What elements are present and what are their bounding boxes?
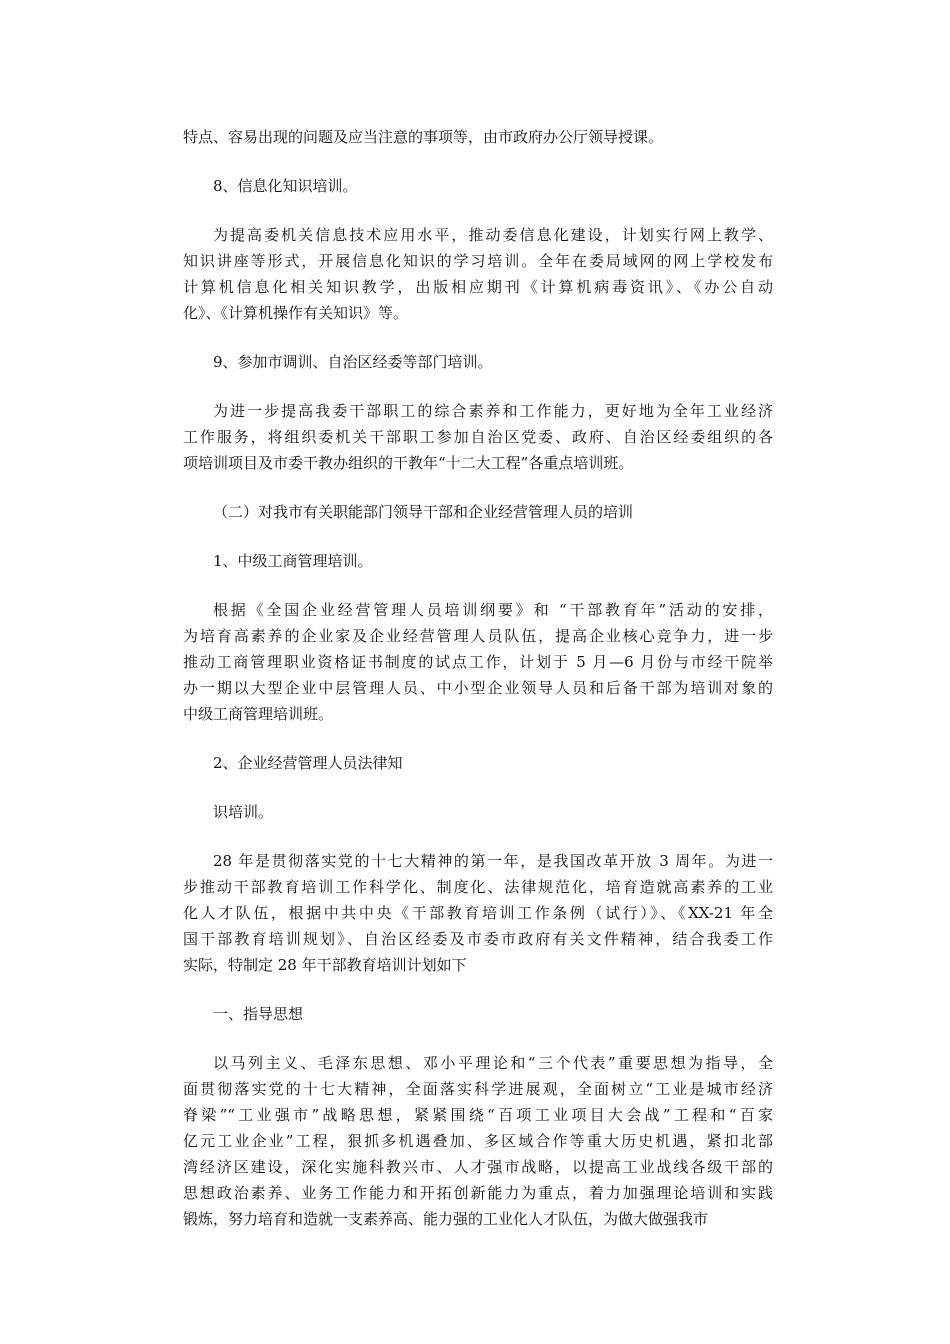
text-line: 亿元工业企业”工程，狠抓多机遇叠加、多区域合作等重大历史机遇，紧扣北部 <box>183 1132 773 1150</box>
text-line: 28 年是贯彻落实党的十七大精神的第一年，是我国改革开放 3 周年。为进一 <box>213 852 773 870</box>
paragraph <box>183 848 773 978</box>
text-line: 实际，特制定 28 年干部教育培训计划如下 <box>183 956 467 974</box>
text-line: 国干部教育培训规划》、自治区经委及市委市政府有关文件精神，结合我委工作 <box>183 930 773 948</box>
text-line: 特点、容易出现的问题及应当注意的事项等，由市政府办公厅领导授课。 <box>183 128 664 146</box>
text-line: 思想政治素养、业务工作能力和开拓创新能力为重点，着力加强理论培训和实践 <box>183 1184 773 1202</box>
paragraph <box>183 124 773 150</box>
text-line: 工作服务，将组织委机关干部职工参加自治区党委、政府、自治区经委组织的各 <box>183 428 773 446</box>
text-line: 推动工商管理职业资格证书制度的试点工作，计划于 5 月—6 月份与市经干院举 <box>183 653 773 671</box>
text-line: 1、中级工商管理培训。 <box>213 552 373 570</box>
document-body <box>183 124 773 1255</box>
text-line: 知识讲座等形式，开展信息化知识的学习培训。全年在委局域网的网上学校发布 <box>183 252 773 270</box>
text-line: 湾经济区建设，深化实施科教兴市、人才强市战略，以提高工业战线各级干部的 <box>183 1158 773 1176</box>
text-line: 9、参加市调训、自治区经委等部门培训。 <box>213 353 493 371</box>
paragraph <box>183 499 773 525</box>
paragraph <box>183 597 773 727</box>
paragraph <box>183 750 773 776</box>
text-line: 项培训项目及市委干教办组织的干教年“十二大工程”各重点培训班。 <box>183 454 634 472</box>
text-line: 8、信息化知识培训。 <box>213 177 358 195</box>
paragraph <box>183 799 773 825</box>
text-line: 根据《全国企业经营管理人员培训纲要》和 “干部教育年”活动的安排， <box>213 601 773 619</box>
paragraph <box>183 1050 773 1232</box>
paragraph <box>183 1001 773 1027</box>
text-line: 为进一步提高我委干部职工的综合素养和工作能力，更好地为全年工业经济 <box>213 402 773 420</box>
text-line: 一、指导思想 <box>213 1005 304 1023</box>
paragraph <box>183 548 773 574</box>
text-line: 面贯彻落实党的十七大精神，全面落实科学进展观，全面树立“工业是城市经济 <box>183 1080 773 1098</box>
text-line: 为培育高素养的企业家及企业经营管理人员队伍，提高企业核心竞争力，进一步 <box>183 627 773 645</box>
text-line: 2、企业经营管理人员法律知 <box>213 754 403 772</box>
text-line: 锻炼，努力培育和造就一支素养高、能力强的工业化人才队伍，为做大做强我市 <box>183 1210 709 1228</box>
paragraph <box>183 173 773 199</box>
text-line: 以马列主义、毛泽东思想、邓小平理论和“三个代表”重要思想为指导，全 <box>213 1054 773 1072</box>
paragraph <box>183 349 773 375</box>
paragraph <box>183 222 773 326</box>
text-line: （二）对我市有关职能部门领导干部和企业经营管理人员的培训 <box>213 503 634 521</box>
text-line: 脊梁”“工业强市”战略思想，紧紧围绕“百项工业项目大会战”工程和“百家 <box>183 1106 773 1124</box>
text-line: 化人才队伍，根据中共中央《干部教育培训工作条例（试行）》、《XX-21 年全 <box>183 904 773 922</box>
text-line: 化》、《计算机操作有关知识》等。 <box>183 304 409 322</box>
text-line: 为提高委机关信息技术应用水平，推动委信息化建设，计划实行网上教学、 <box>213 226 773 244</box>
paragraph <box>183 398 773 476</box>
text-line: 办一期以大型企业中层管理人员、中小型企业领导人员和后备干部为培训对象的 <box>183 679 773 697</box>
text-line: 步推动干部教育培训工作科学化、制度化、法律规范化，培育造就高素养的工业 <box>183 878 773 896</box>
text-line: 计算机信息化相关知识教学，出版相应期刊《计算机病毒资讯》、《办公自动 <box>183 278 773 296</box>
text-line: 中级工商管理培训班。 <box>183 705 334 723</box>
text-line: 识培训。 <box>213 803 274 821</box>
